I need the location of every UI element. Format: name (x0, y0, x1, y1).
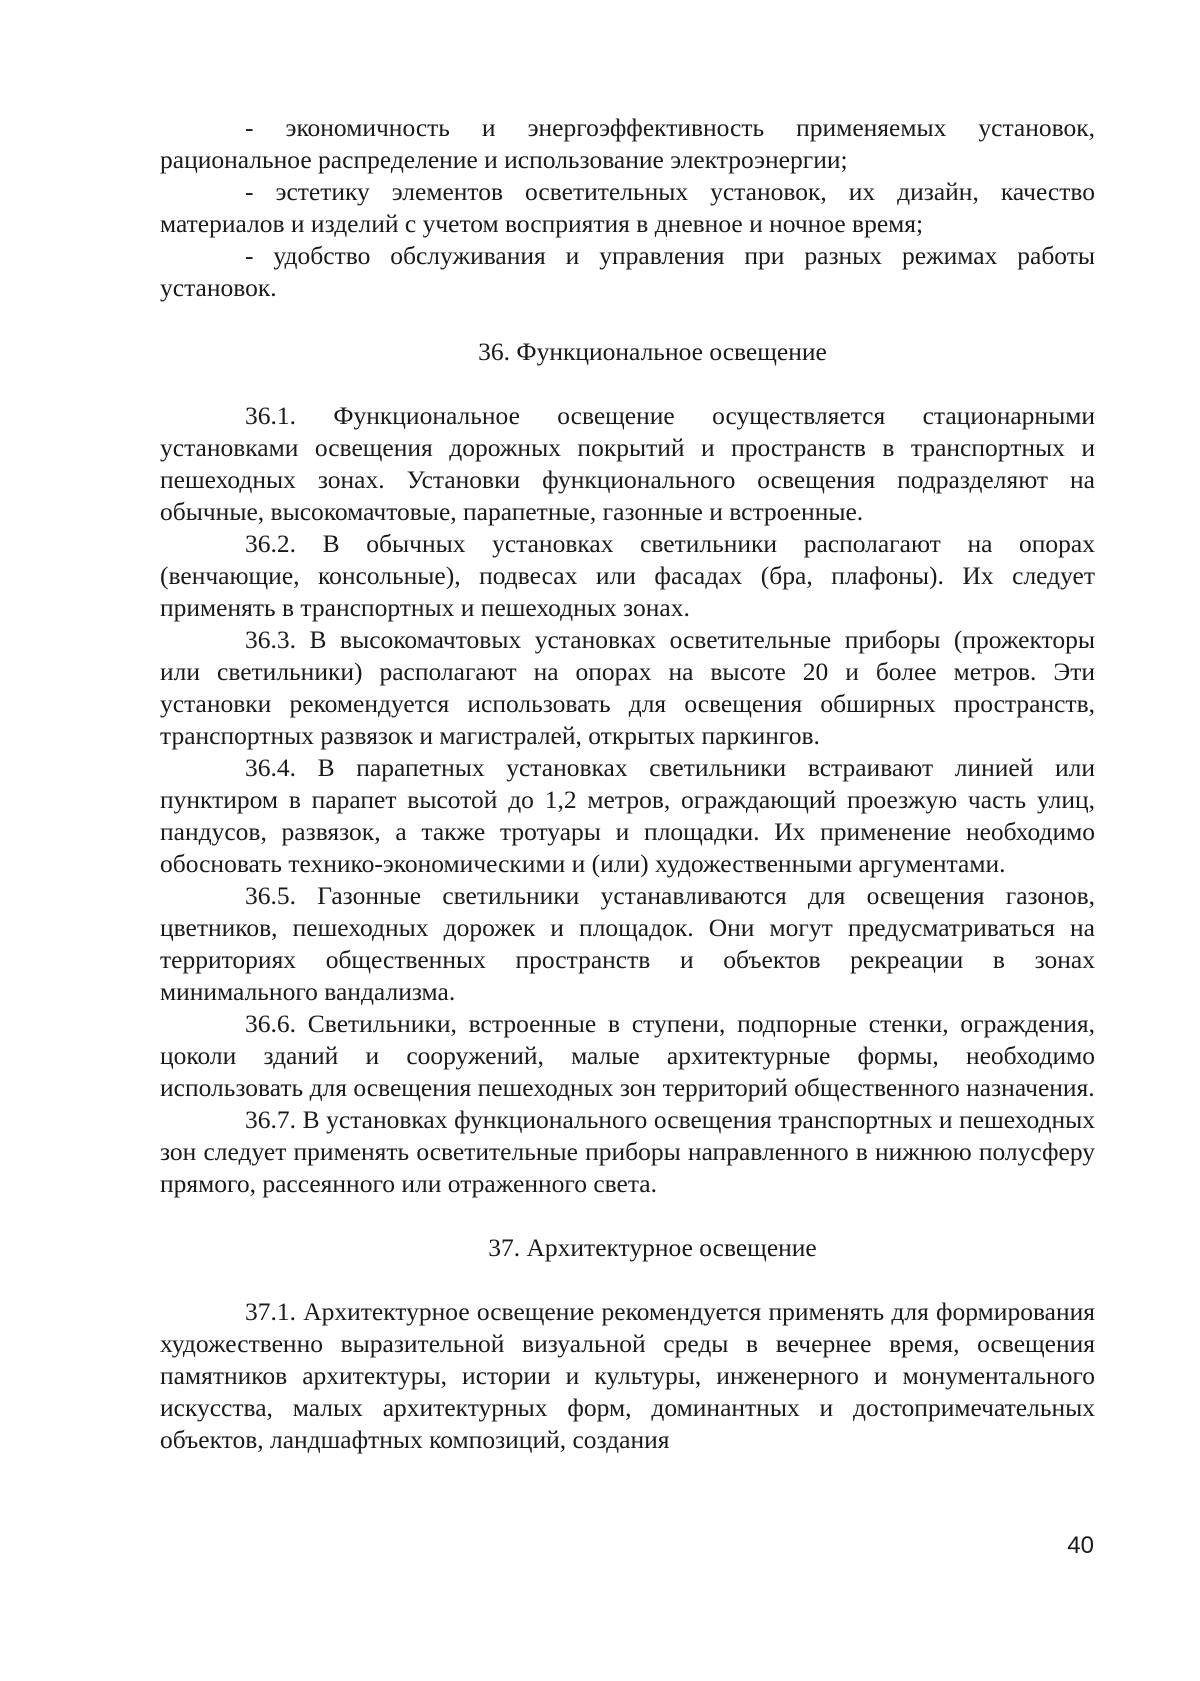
section-37-heading: 37. Архитектурное освещение (488, 1233, 817, 1262)
paragraph-36-5: 36.5. Газонные светильники устанавливаются для освещения газонов, цветников, пешеходных дорожек и площадок. Они могут предусматриваться на территориях общественных пространств и объектов рекреации в зонах минимального вандализма. (160, 881, 1095, 1006)
list-item-maintenance: - удобство обслуживания и управления при разных режимах работы установок. (160, 241, 1095, 302)
list-item-economy: - экономичность и энергоэффективность применяемых установок, рациональное распределение и использование электроэнергии; (160, 113, 1095, 174)
paragraph-36-7: 36.7. В установках функционального освещения транспортных и пешеходных зон следует применять осветительные приборы направленного в нижнюю полусферу прямого, рассеянного или отраженного света. (160, 1105, 1095, 1198)
paragraph-36-3: 36.3. В высокомачтовых установках осветительные приборы (прожекторы или светильники) располагают на опорах на высоте 20 и более метров. Эти установки рекомендуется использовать для освещения обширных пространств, транспортных развязок и магистралей, открытых паркингов. (160, 625, 1095, 750)
paragraph-36-2: 36.2. В обычных установках светильники располагают на опорах (венчающие, консольные), подвесах или фасадах (бра, плафоны). Их следует применять в транспортных и пешеходных зонах. (160, 529, 1095, 622)
paragraph-36-4: 36.4. В парапетных установках светильники встраивают линией или пунктиром в парапет высотой до 1,2 метров, ограждающий проезжую часть улиц, пандусов, развязок, а также тротуары и площадки. Их применение необходимо обосновать технико-экономическими и (или) художественными аргументами. (160, 753, 1095, 878)
page-number: 40 (1067, 1532, 1094, 1559)
section-36-heading: 36. Функциональное освещение (478, 337, 827, 366)
list-item-aesthetics: - эстетику элементов осветительных установок, их дизайн, качество материалов и изделий с учетом восприятия в дневное и ночное время; (160, 177, 1095, 238)
document-page (160, 112, 1095, 1456)
paragraph-36-6: 36.6. Светильники, встроенные в ступени, подпорные стенки, ограждения, цоколи зданий и сооружений, малые архитектурные формы, необходимо использовать для освещения пешеходных зон территорий общественного назначения. (160, 1009, 1095, 1102)
paragraph-36-1: 36.1. Функциональное освещение осуществляется стационарными установками освещения дорожных покрытий и пространств в транспортных и пешеходных зонах. Установки функционального освещения подразделяют на обычные, высокомачтовые, парапетные, газонные и встроенные. (160, 401, 1095, 526)
paragraph-37-1: 37.1. Архитектурное освещение рекомендуется применять для формирования художественно выразительной визуальной среды в вечернее время, освещения памятников архитектуры, истории и культуры, инженерного и монументального искусства, малых архитектурных форм, доминантных и достопримечательных объектов, ландшафтных композиций, создания (160, 1297, 1095, 1454)
